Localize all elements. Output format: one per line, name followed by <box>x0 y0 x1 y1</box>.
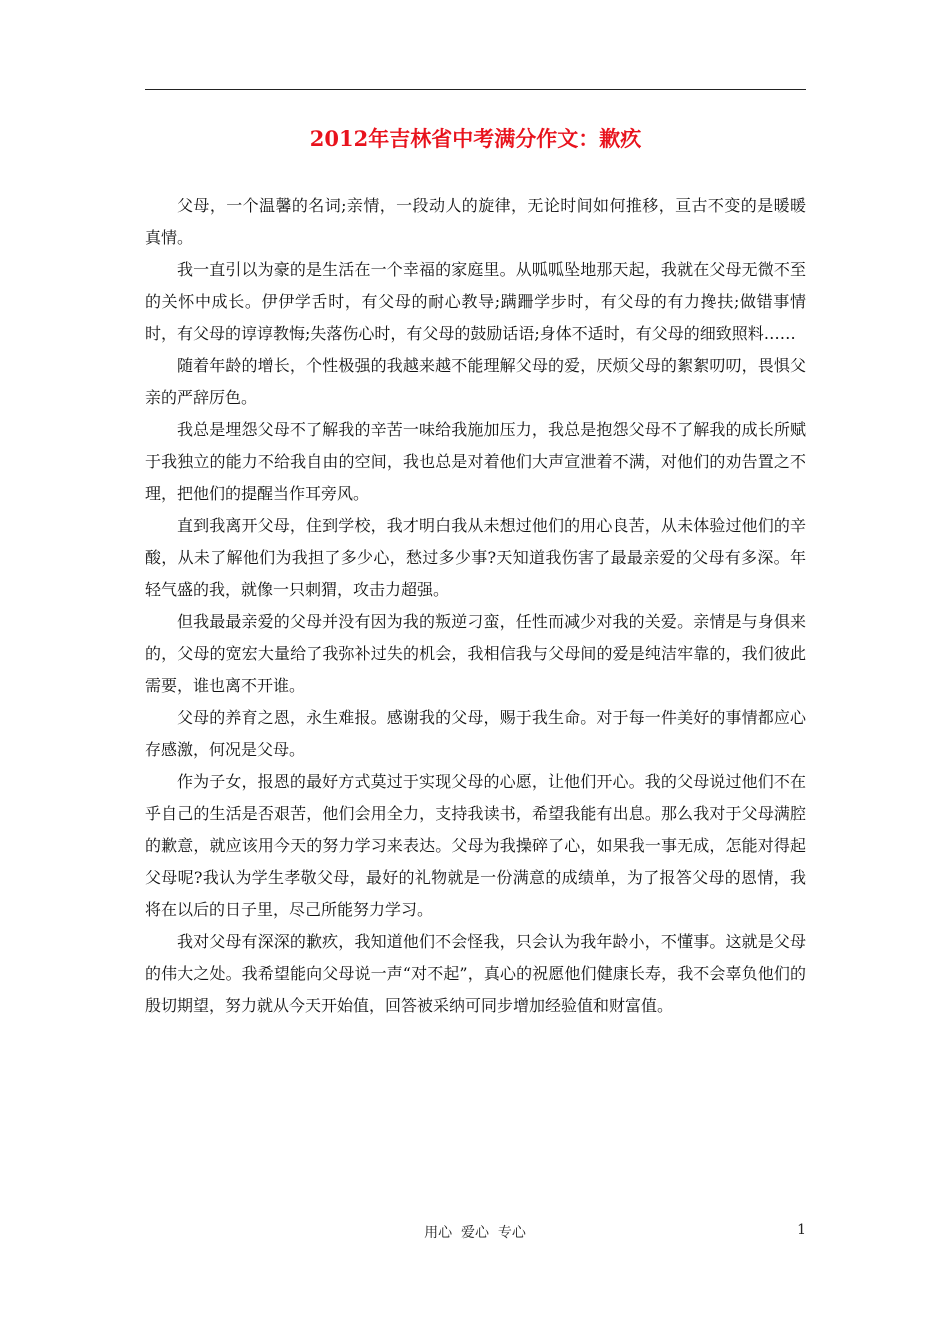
paragraph-2: 我一直引以为豪的是生活在一个幸福的家庭里。从呱呱坠地那天起，我就在父母无微不至的关怀中成长。伊伊学舌时，有父母的耐心教导;蹒跚学步时，有父母的有力搀扶;做错事情时，有父母的谆谆教悔;失落伤心时，有父母的鼓励话语;身体不适时，有父母的细致照料…… <box>145 260 806 343</box>
paragraph-8: 作为子女，报恩的最好方式莫过于实现父母的心愿，让他们开心。我的父母说过他们不在乎自己的生活是否艰苦，他们会用全力，支持我读书，希望我能有出息。那么我对于父母满腔的歉意，就应该用今天的努力学习来表达。父母为我操碎了心，如果我一事无成，怎能对得起父母呢?我认为学生孝敬父母，最好的礼物就是一份满意的成绩单，为了报答父母的恩情，我将在以后的日子里，尽己所能努力学习。 <box>145 772 806 919</box>
document-body <box>145 190 806 1022</box>
paragraph-4: 我总是埋怨父母不了解我的辛苦一味给我施加压力，我总是抱怨父母不了解我的成长所赋于我独立的能力不给我自由的空间，我也总是对着他们大声宣泄着不满，对他们的劝告置之不理，把他们的提醒当作耳旁风。 <box>145 420 806 503</box>
page-number: 1 <box>797 1222 806 1238</box>
paragraph-9: 我对父母有深深的歉疚，我知道他们不会怪我，只会认为我年龄小，不懂事。这就是父母的伟大之处。我希望能向父母说一声“对不起”，真心的祝愿他们健康长寿，我不会辜负他们的殷切期望，努力就从今天开始值，回答被采纳可同步增加经验值和财富值。 <box>145 932 806 1015</box>
header-rule <box>145 89 806 90</box>
paragraph-7: 父母的养育之恩，永生难报。感谢我的父母，赐于我生命。对于每一件美好的事情都应心存感激，何况是父母。 <box>145 708 806 759</box>
paragraph-6: 但我最最亲爱的父母并没有因为我的叛逆刁蛮，任性而减少对我的关爱。亲情是与身俱来的，父母的宽宏大量给了我弥补过失的机会，我相信我与父母间的爱是纯洁牢靠的，我们彼此需要，谁也离不开谁。 <box>145 612 806 695</box>
paragraph-5: 直到我离开父母，住到学校，我才明白我从未想过他们的用心良苦，从未体验过他们的辛酸，从未了解他们为我担了多少心，愁过多少事?天知道我伤害了最最亲爱的父母有多深。年轻气盛的我，就像一只刺猬，攻击力超强。 <box>145 516 806 599</box>
paragraph-3: 随着年龄的增长，个性极强的我越来越不能理解父母的爱，厌烦父母的絮絮叨叨，畏惧父亲的严辞厉色。 <box>145 356 806 407</box>
paragraph-1: 父母，一个温馨的名词;亲情，一段动人的旋律，无论时间如何推移，亘古不变的是暖暖真情。 <box>145 196 806 247</box>
footer-motto: 用心 爱心 专心 <box>424 1225 526 1241</box>
document-title: 2012年吉林省中考满分作文：歉疚 <box>309 126 642 151</box>
